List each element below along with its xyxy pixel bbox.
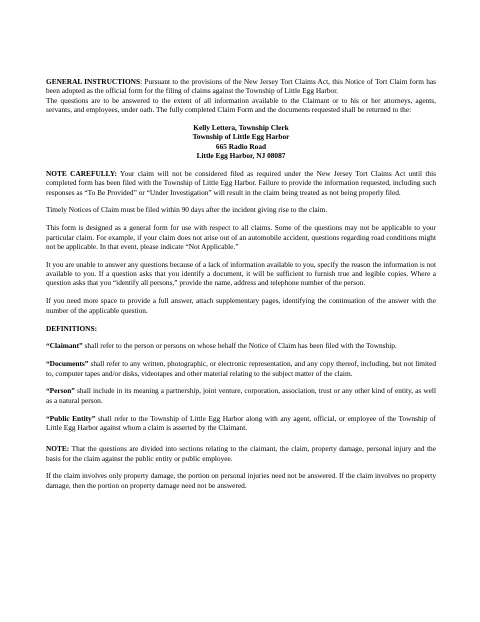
timely-notice-paragraph: Timely Notices of Claim must be filed within 90 days after the incident giving rise to the claim. [46,205,328,215]
note-paragraph [46,444,436,463]
definition-public-entity: “Public Entity” shall refer to the Township of Little Egg Harbor along with any agent, official, or employee of the Township of Little Egg Harbor against whom a claim is asserted by the Claimant. [46,413,436,432]
clerk-name: Kelly Lettera, Township Clerk [193,123,289,133]
more-space-paragraph: If you need more space to provide a full answer, attach supplementary pages, identifying the continuation of the answer with the number of the applicable question. [46,296,436,315]
unable-to-answer-paragraph: It you are unable to answer any questions because of a lack of information available to you, specify the reason the information is not available to you. If a question asks that you identify a document, it will be sufficient to furnish true and legible copies. Where a question asks that you “identify all persons,” provide the name, address and telephone number of the person. [46,259,436,288]
general-form-paragraph: This form is designed as a general form for use with respect to all claims. Some of the questions may not be applicable to your particular claim. For example, if your claim does not arise out of an automobile accident, questions regarding road conditions might not be applicable. In that event, please indicate “Not Applicable.” [46,223,436,251]
definition-person: “Person” shall include in its meaning a partnership, joint venture, corporation, association, trust or any other kind of entity, as well as a natural person. [46,386,436,405]
note-text: That the questions are divided into sections relating to the claimant, the claim, property damage, personal injury and the basis for the claim against the public entity or public employee. [46,444,436,463]
note-carefully-text: Your claim will not be considered filed as required under the New Jersey Tort Claims Act until this completed form has been filed with the Township of Little Egg Harbor. Failure to provide the information requested, including such responses as “To Be Provided” or “Under Investigation” will result in the claim being treated as not being properly filed. [46,168,436,197]
property-damage-paragraph: If the claim involves only property damage, the portion on personal injuries need not be answered. If the claim involves no property damage, then the portion on property damage need not be answered. [46,471,436,490]
definition-documents: “Documents” shall refer to any written, photographic, or electronic representation, and any copy thereof, including, but not limited to, computer tapes and/or disks, videotapes and other material relating to the subject matter of the claim. [46,359,436,378]
general-instructions [46,77,436,96]
definition-claimant-term: “Claimant” [46,341,83,351]
general-instructions-text: : Pursuant to the provisions of the New Jersey Tort Claims Act, this Notice of Tort Claim form has been adopted as the official form for the filing of claims against the Township of Little Egg Harbor. [46,77,436,96]
definition-claimant: “Claimant” shall refer to the person or persons on whose behalf the Notice of Claim has been filed with the Township. [46,341,397,351]
note-carefully-heading: NOTE CAREFULLY: [46,168,117,178]
note-heading: NOTE: [46,444,70,454]
definition-person-term: “Person” [46,386,75,396]
general-instructions-heading: GENERAL INSTRUCTIONS [46,77,141,86]
definitions-heading: DEFINITIONS: [46,323,98,333]
city-state-zip: Little Egg Harbor, NJ 08087 [196,151,286,161]
definition-documents-term: “Documents” [46,359,89,369]
definition-public-entity-term: “Public Entity” [46,413,96,423]
street-address: 665 Radio Road [215,141,267,151]
general-instructions-text-2: The questions are to be answered to the extent of all information available to the Claimant or to his or her attorneys, agents, servants, and employees, under oath. The fully completed Claim Form and the documents requested shall be returned to the: [46,95,436,114]
township-name: Township of Little Egg Harbor [192,132,290,142]
note-carefully-paragraph [46,169,436,197]
clerk-address-block [46,123,436,160]
